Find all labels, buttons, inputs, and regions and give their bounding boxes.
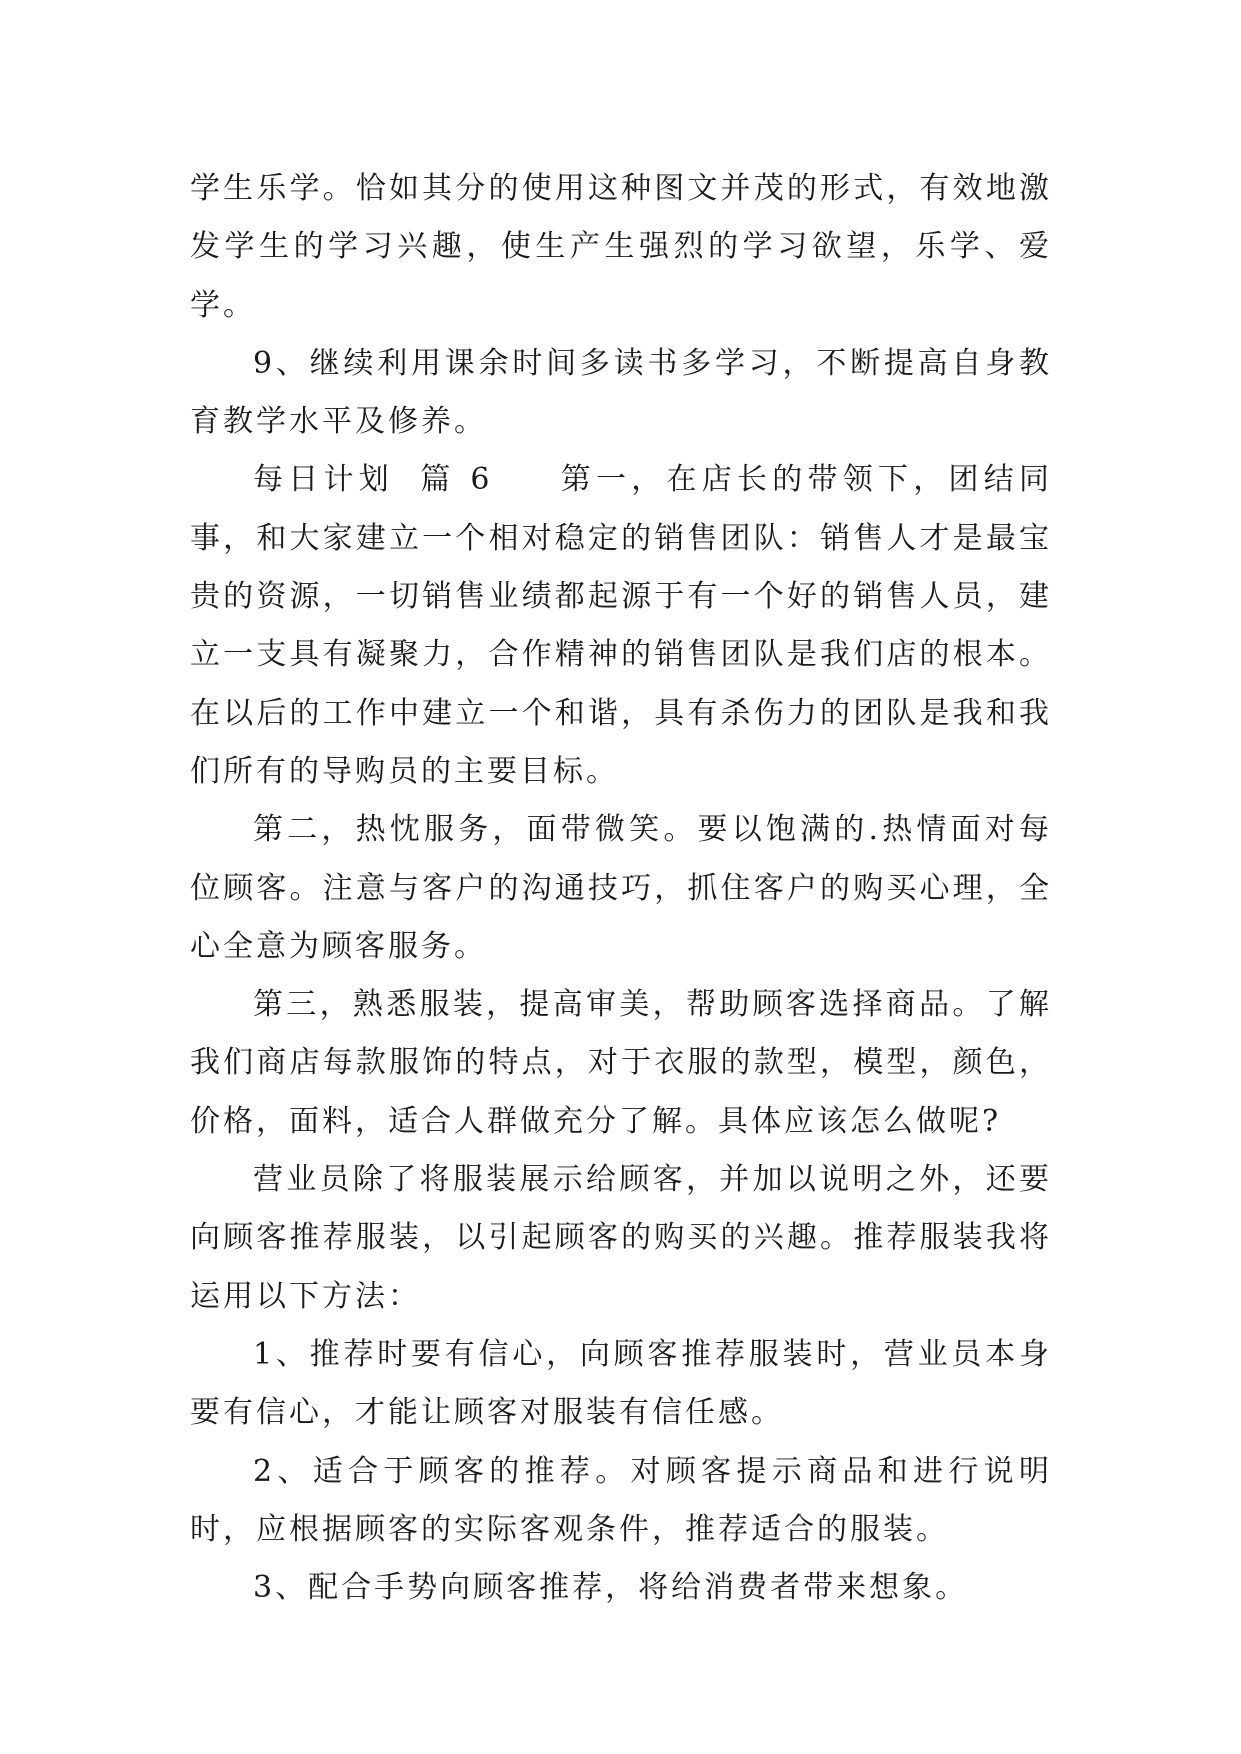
section-text: 第一，在店长的带领下，团结同事，和大家建立一个相对稳定的销售团队：销售人才是最宝贵的资源，一切销售业绩都起源于有一个好的销售人员，建立一支具有凝聚力，合作精神的销售团队是我们店的根本。在以后的工作中建立一个和谐，具有杀伤力的团队是我和我们所有的导购员的主要目标。 <box>190 462 1053 789</box>
section-number: 篇 6 <box>418 462 493 498</box>
paragraph-method-1: 1、推荐时要有信心，向顾客推荐服装时，营业员本身要有信心，才能让顾客对服装有信任感。 <box>190 1336 1052 1431</box>
document-body <box>190 160 1052 1617</box>
paragraph-second: 第二，热忱服务，面带微笑。要以饱满的.热情面对每位顾客。注意与客户的沟通技巧，抓住客户的购买心理，全心全意为顾客服务。 <box>190 812 1052 964</box>
paragraph-intro: 学生乐学。恰如其分的使用这种图文并茂的形式，有效地激发学生的学习兴趣，使生产生强烈的学习欲望，乐学、爱学。 <box>190 171 1052 323</box>
section-heading: 每日计划 <box>253 462 395 498</box>
paragraph-methods-intro: 营业员除了将服装展示给顾客，并加以说明之外，还要向顾客推荐服装，以引起顾客的购买的兴趣。推荐服装我将运用以下方法： <box>190 1162 1052 1314</box>
paragraph-method-3: 3、配合手势向顾客推荐，将给消费者带来想象。 <box>253 1570 969 1606</box>
paragraph-method-2: 2、适合于顾客的推荐。对顾客提示商品和进行说明时，应根据顾客的实际客观条件，推荐适合的服装。 <box>190 1453 1052 1547</box>
paragraph-item-9: 9、继续利用课余时间多读书多学习，不断提高自身教育教学水平及修养。 <box>190 345 1052 440</box>
paragraph-third: 第三，熟悉服装，提高审美，帮助顾客选择商品。了解我们商店每款服饰的特点，对于衣服的款型，模型，颜色，价格，面料，适合人群做充分了解。具体应该怎么做呢? <box>190 987 1052 1139</box>
section-paragraph <box>190 451 1052 801</box>
